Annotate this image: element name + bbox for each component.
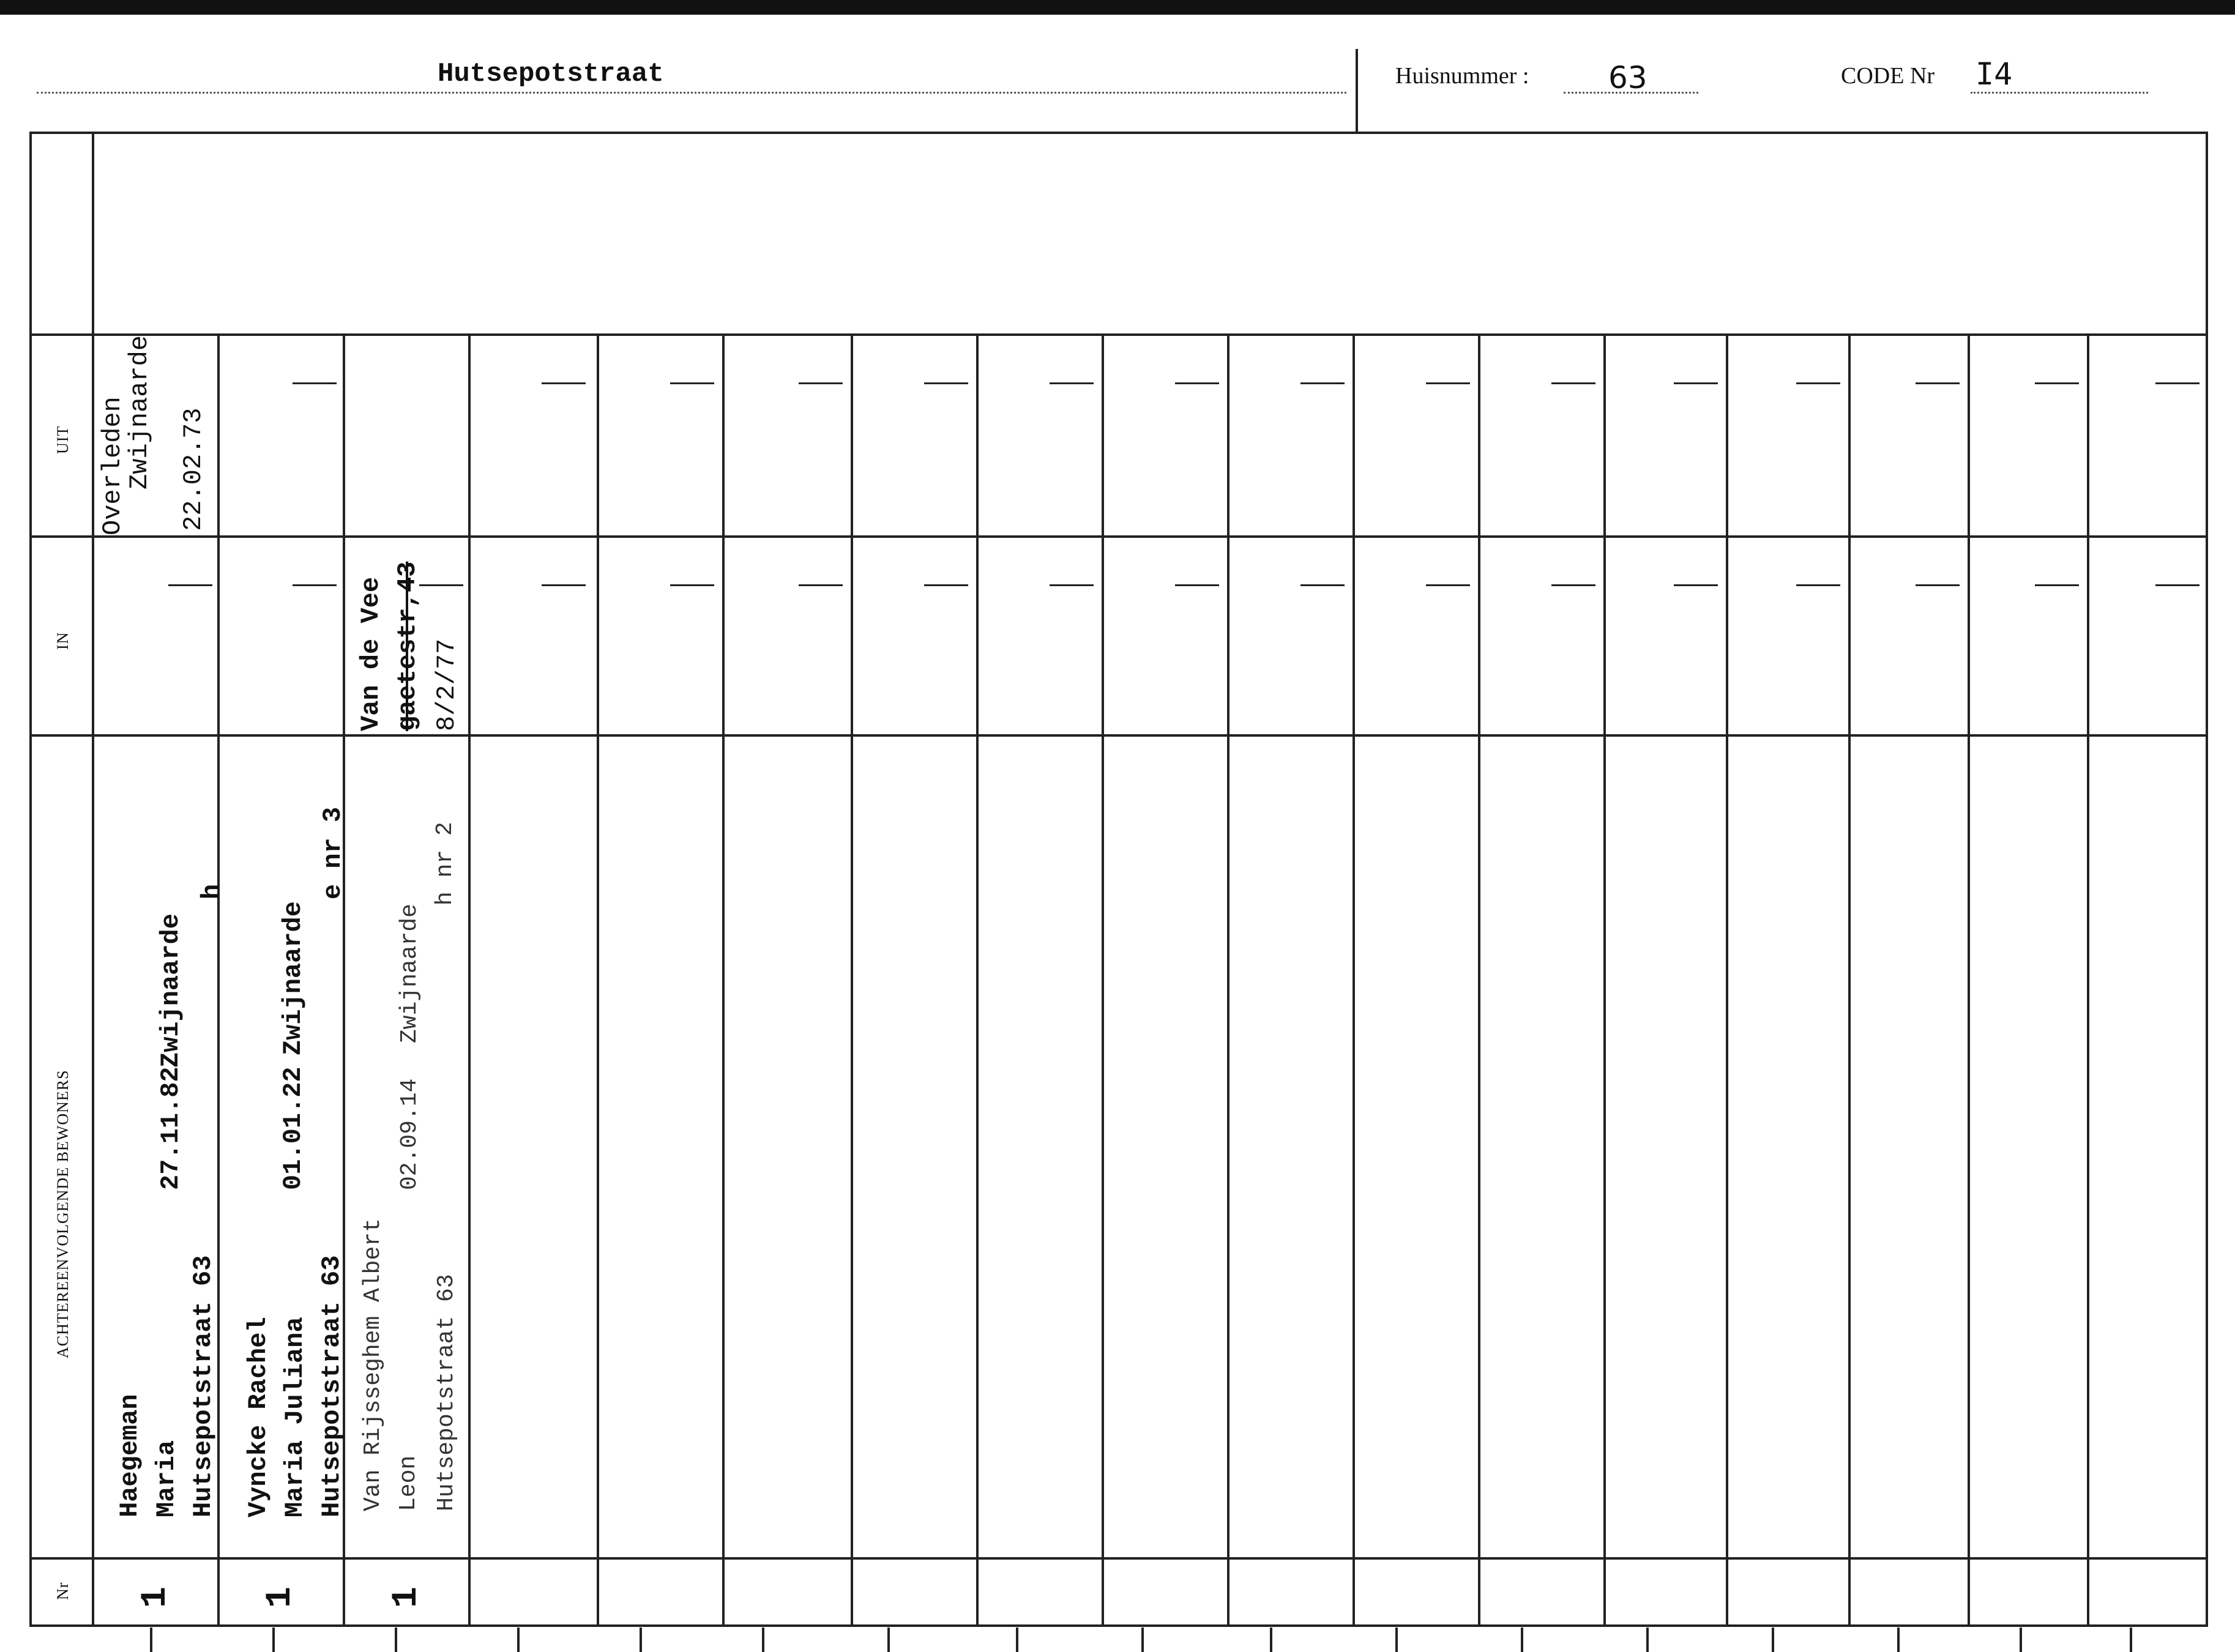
bottom-tick — [1646, 1628, 1649, 1652]
bottom-tick — [1395, 1628, 1398, 1652]
bottom-tick — [517, 1628, 520, 1652]
bottom-tick — [272, 1628, 275, 1652]
entry-3-in-date: 8/2/77 — [432, 638, 461, 731]
entry-1-nr: 1 — [136, 1587, 176, 1608]
in-dash — [542, 584, 586, 586]
entry-3-birthplace: Zwijnaarde — [397, 903, 423, 1043]
column-divider — [468, 333, 471, 1624]
uit-dash — [924, 382, 968, 384]
table-bottom-border — [29, 1624, 2208, 1627]
code-value: I4 — [1976, 56, 2013, 92]
in-dash — [419, 584, 463, 586]
column-divider — [1968, 333, 1970, 1624]
in-dash — [799, 584, 843, 586]
entry-2-note: e nr 3 — [318, 806, 348, 899]
entry-2-birth: 01.01.22 — [278, 1066, 308, 1190]
entry-1-out-line1: Overleden — [98, 396, 127, 535]
scan-border — [0, 0, 2235, 15]
column-divider — [976, 333, 979, 1624]
bottom-tick — [1897, 1628, 1900, 1652]
in-dash — [1175, 584, 1219, 586]
in-dash — [1796, 584, 1840, 586]
entry-2-birthplace: Zwijnaarde — [278, 901, 308, 1055]
entry-3-note: h nr 2 — [432, 822, 458, 906]
bottom-tick — [395, 1628, 397, 1652]
column-divider — [1478, 333, 1480, 1624]
entry-1-out-line2: Zwijnaarde — [125, 335, 154, 489]
in-dash — [293, 584, 337, 586]
entry-1-note: h — [197, 884, 226, 899]
uit-dash — [2155, 382, 2200, 384]
in-dash — [1551, 584, 1595, 586]
entry-1-birth: 27.11.82 — [156, 1066, 185, 1190]
bottom-tick — [1270, 1628, 1272, 1652]
bottom-tick — [2130, 1628, 2132, 1652]
entry-2-address: Hutsepotstraat 63 — [317, 1255, 346, 1517]
entry-2-surname: Vyncke Rachel — [244, 1317, 273, 1517]
column-divider — [1227, 333, 1229, 1624]
house-number-value: 63 — [1608, 60, 1647, 95]
column-divider — [722, 333, 725, 1624]
entry-2-nr: 1 — [261, 1587, 300, 1608]
header-separator — [1356, 49, 1358, 132]
bottom-tick — [1141, 1628, 1144, 1652]
entry-3-address: Hutsepotstraat 63 — [433, 1274, 460, 1511]
column-divider — [1603, 333, 1606, 1624]
in-dash — [1300, 584, 1345, 586]
table-right-border — [2206, 132, 2208, 1624]
uit-dash — [670, 382, 714, 384]
entry-3-birth: 02.09.14 — [397, 1078, 423, 1190]
column-divider — [1726, 333, 1728, 1624]
bottom-tick — [1521, 1628, 1523, 1652]
in-dash — [1050, 584, 1094, 586]
in-dash — [168, 584, 212, 586]
uit-dash — [542, 382, 586, 384]
uit-dash — [1300, 382, 1345, 384]
bottom-tick — [887, 1628, 890, 1652]
label-out: UIT — [54, 425, 72, 454]
in-dash — [2035, 584, 2079, 586]
bottom-tick — [1016, 1628, 1018, 1652]
in-dash — [1426, 584, 1470, 586]
uit-dash — [2035, 382, 2079, 384]
bottom-tick — [2020, 1628, 2022, 1652]
entry-3-firstname: Leon — [395, 1455, 422, 1511]
in-dash — [2155, 584, 2200, 586]
entry-1-out-date: 22.02.73 — [179, 407, 208, 531]
uit-dash — [1796, 382, 1840, 384]
column-divider — [1102, 333, 1104, 1624]
column-divider — [1848, 333, 1851, 1624]
entry-1-firstname: Maria — [152, 1440, 181, 1517]
entry-1-surname: Haegeman — [115, 1394, 144, 1517]
house-number-label: Huisnummer : — [1395, 63, 1529, 89]
entry-3-surname: Van Rijsseghem Albert — [360, 1218, 386, 1511]
entry-1-birthplace: Zwijnaarde — [156, 913, 185, 1068]
table-top-border — [29, 132, 2208, 134]
row-divider-uit — [29, 333, 2208, 336]
uit-dash — [1551, 382, 1595, 384]
row-divider-in — [29, 535, 2208, 538]
label-in: IN — [54, 631, 72, 650]
uit-dash — [1674, 382, 1718, 384]
row-divider-nr — [29, 1557, 2208, 1560]
uit-dash — [799, 382, 843, 384]
code-label: CODE Nr — [1841, 63, 1935, 89]
bottom-tick — [150, 1628, 152, 1652]
uit-dash — [1426, 382, 1470, 384]
in-dash — [1916, 584, 1960, 586]
column-divider — [2087, 333, 2089, 1624]
row-divider-residents — [29, 734, 2208, 737]
column-divider — [1353, 333, 1355, 1624]
in-dash — [670, 584, 714, 586]
bottom-tick — [762, 1628, 764, 1652]
bottom-tick — [1772, 1628, 1774, 1652]
label-nr: Nr — [54, 1582, 72, 1600]
uit-dash — [1050, 382, 1094, 384]
column-divider — [597, 333, 599, 1624]
entry-2-firstname: Maria Juliana — [280, 1317, 310, 1517]
entry-1-address: Hutsepotstraat 63 — [188, 1255, 218, 1517]
uit-dash — [293, 382, 337, 384]
entry-3-in-line2: gaetestr,43 — [393, 561, 422, 731]
in-dash — [1674, 584, 1718, 586]
entry-3-in-line1: Van de Vee — [356, 576, 386, 731]
column-divider — [851, 333, 853, 1624]
in-dash — [924, 584, 968, 586]
street-name: Hutsepotstraat — [438, 59, 664, 89]
bottom-tick — [640, 1628, 642, 1652]
code-dotline — [1971, 92, 2148, 94]
label-residents: ACHTEREENVOLGENDE BEWONERS — [54, 1070, 72, 1358]
uit-dash — [1916, 382, 1960, 384]
street-dotline — [37, 92, 1346, 94]
entry-3-nr: 1 — [387, 1587, 427, 1608]
label-column-divider — [92, 132, 94, 1624]
uit-dash — [1175, 382, 1219, 384]
table-left-border — [29, 132, 32, 1624]
